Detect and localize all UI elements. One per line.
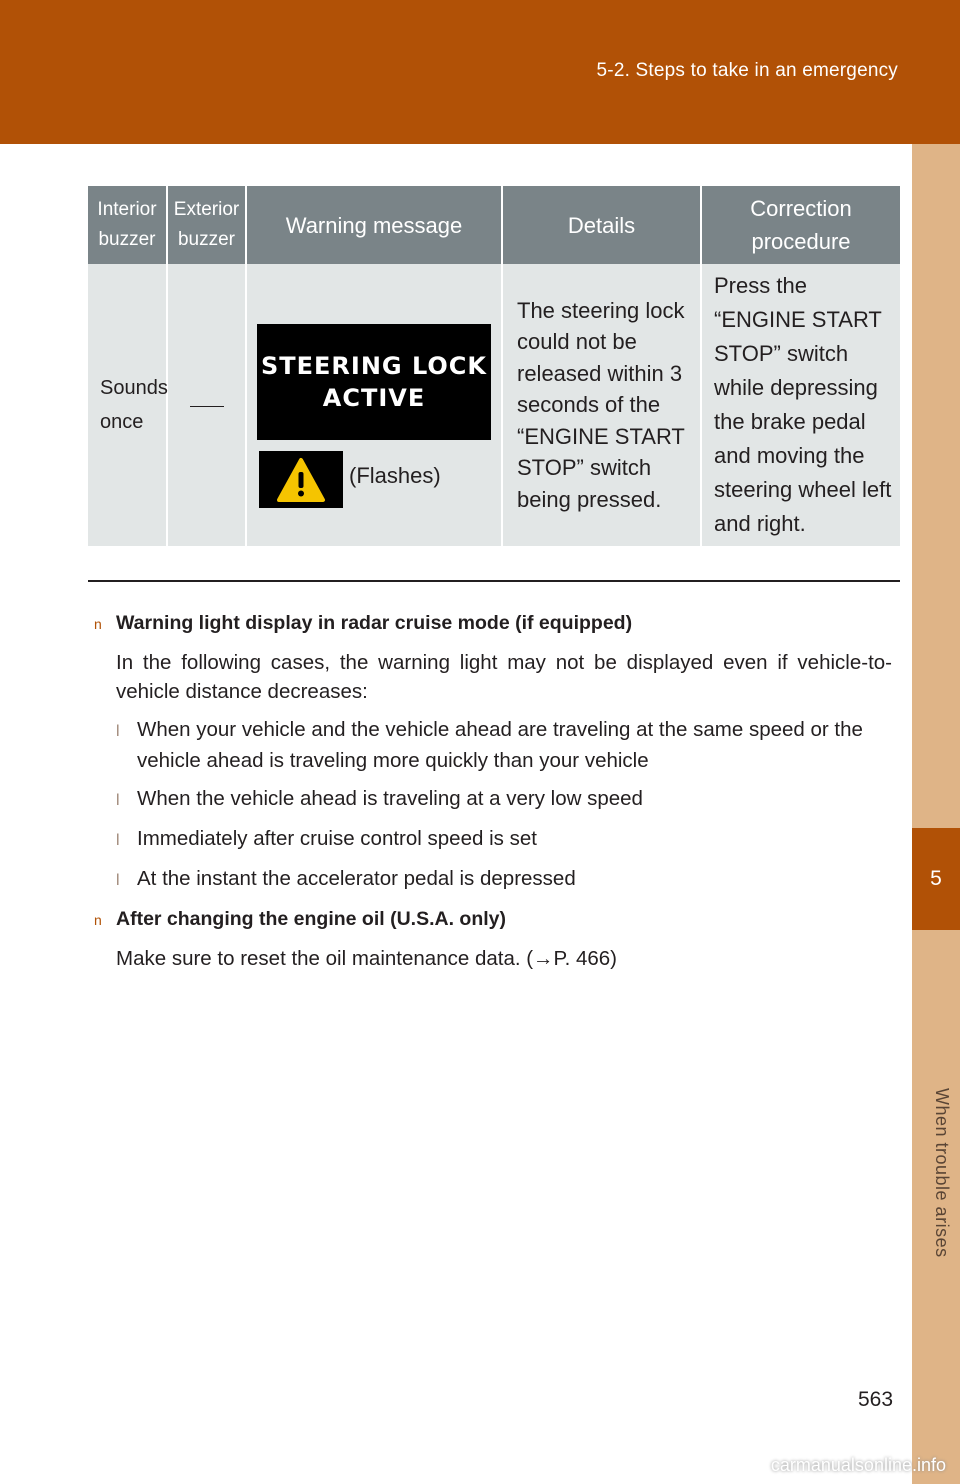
page-header <box>0 0 960 144</box>
list-item-text: When the vehicle ahead is traveling at a very low speed <box>137 787 643 810</box>
cell-correction: Press the “ENGINE START STOP” switch while depressing the brake pedal and moving the steering wheel left and right. <box>701 264 900 546</box>
header-correction-procedure: Correction procedure <box>701 186 900 264</box>
list-bullet-icon: l <box>116 723 120 740</box>
cell-warning-message <box>246 264 502 546</box>
section-divider <box>88 580 900 582</box>
list-item-text: At the instant the accelerator pedal is depressed <box>137 867 576 890</box>
warning-triangle-icon <box>259 451 343 508</box>
note-heading-text: After changing the engine oil (U.S.A. only) <box>116 908 507 930</box>
display-line-1: STEERING LOCK <box>260 352 488 380</box>
steering-lock-display <box>257 324 491 440</box>
cell-exterior-buzzer <box>167 264 246 546</box>
list-item <box>116 864 892 895</box>
header-warning-message: Warning message <box>246 186 502 264</box>
chapter-number-tab: 5 <box>912 828 960 930</box>
table-row <box>88 264 900 546</box>
header-interior-buzzer: Interior buzzer <box>88 186 167 264</box>
note-paragraph: Make sure to reset the oil maintenance data. (→P. 466) <box>116 947 618 970</box>
list-bullet-icon: l <box>116 832 120 849</box>
list-bullet-icon: l <box>116 872 120 889</box>
cell-interior-buzzer: Sounds once <box>88 264 167 546</box>
list-item-text: Immediately after cruise control speed is set <box>137 827 537 850</box>
heading-bullet-icon: n <box>94 912 102 928</box>
section-title: 5-2. Steps to take in an emergency <box>596 60 898 81</box>
notes-content <box>94 608 892 973</box>
list-bullet-icon: l <box>116 792 120 809</box>
heading-bullet-icon: n <box>94 616 102 632</box>
flash-note: (Flashes) <box>349 463 441 488</box>
note-heading <box>94 904 892 935</box>
list-item <box>116 824 892 855</box>
header-exterior-buzzer: Exterior buzzer <box>167 186 246 264</box>
note-paragraph: In the following cases, the warning light may not be displayed even if vehicle-to-vehicle distance decreases: <box>116 651 892 703</box>
note-heading-text: Warning light display in radar cruise mode (if equipped) <box>116 612 633 634</box>
note-heading <box>94 608 892 639</box>
list-item-text: When your vehicle and the vehicle ahead are traveling at the same speed or the vehicle ahead is traveling more quickly than your vehicle <box>137 718 863 772</box>
list-item <box>116 784 892 815</box>
watermark: carmanualsonline.info <box>770 1455 946 1475</box>
chapter-title: When trouble arises <box>932 1088 952 1258</box>
header-details: Details <box>502 186 701 264</box>
warning-table <box>88 186 900 546</box>
display-line-2: ACTIVE <box>322 384 426 412</box>
dash-glyph <box>190 406 224 407</box>
table-header-row <box>88 186 900 264</box>
list-item <box>116 715 892 775</box>
page-number: 563 <box>858 1388 894 1411</box>
cell-details: The steering lock could not be released within 3 seconds of the “ENGINE START STOP” switch being pressed. <box>502 264 701 546</box>
side-tab-bar <box>912 144 960 1484</box>
